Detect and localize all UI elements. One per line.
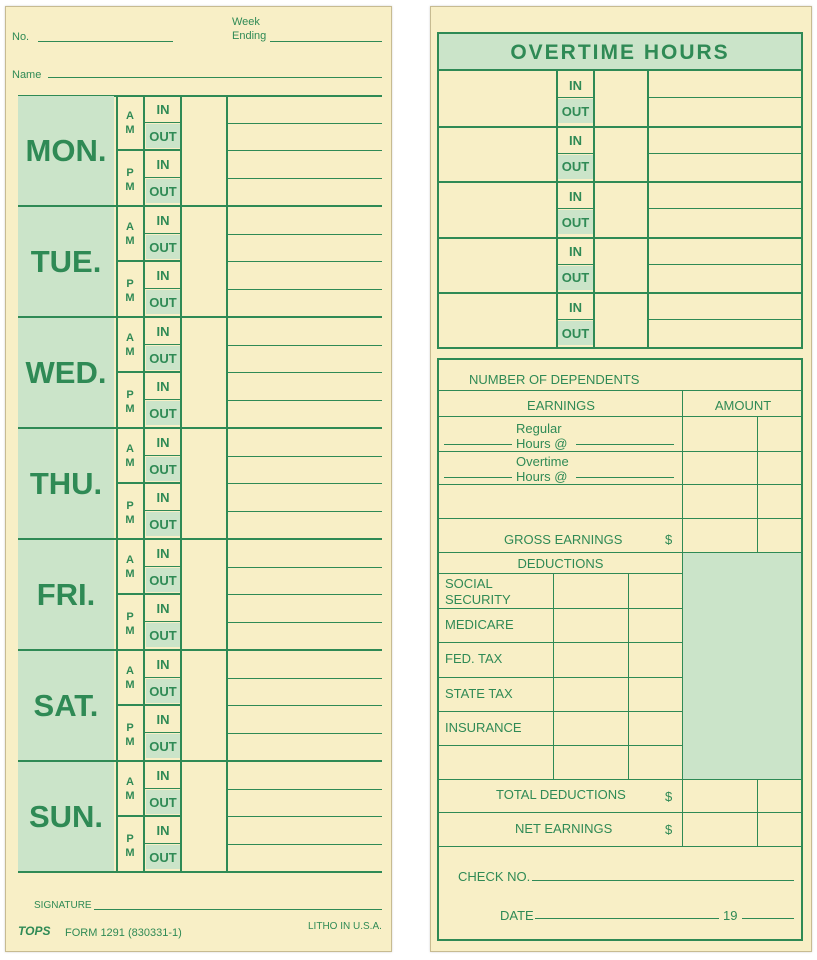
overtime-entry-line[interactable] — [649, 153, 801, 154]
out-label: OUT — [146, 346, 180, 370]
overtime-entry-line[interactable] — [649, 97, 801, 98]
week-ending-field[interactable] — [270, 41, 382, 42]
time-entry-line[interactable] — [228, 844, 382, 845]
out-label: OUT — [146, 790, 180, 814]
day-label: WED. — [18, 318, 114, 427]
day-label: SAT. — [18, 651, 114, 760]
date-label: DATE — [500, 908, 534, 923]
pm-marker: P M — [125, 722, 135, 748]
time-entry-line[interactable] — [228, 705, 382, 706]
rule — [557, 264, 594, 265]
in-label: IN — [569, 77, 582, 93]
rule — [557, 153, 594, 154]
pm-marker: P M — [125, 389, 135, 415]
week-label: Week — [232, 16, 260, 28]
rule — [437, 181, 803, 183]
name-label: Name — [12, 69, 42, 81]
rule — [145, 732, 181, 733]
overtime-section — [437, 32, 803, 349]
time-entry-line[interactable] — [228, 178, 382, 179]
overtime-entry-line[interactable] — [649, 319, 801, 320]
in-label: IN — [156, 101, 170, 117]
payroll-card — [430, 6, 812, 952]
rule — [437, 292, 803, 294]
am-marker: A M — [125, 776, 135, 802]
rule — [145, 344, 181, 345]
rule — [117, 149, 181, 151]
rule — [682, 391, 683, 552]
time-card — [5, 6, 392, 952]
in-label: IN — [156, 656, 170, 672]
rule — [145, 510, 181, 511]
in-label: IN — [156, 711, 170, 727]
check-number-label: CHECK NO. — [458, 869, 531, 884]
day-label: FRI. — [18, 540, 114, 649]
overtime-title: OVERTIME HOURS — [510, 41, 730, 64]
in-label: IN — [156, 545, 170, 561]
rule — [439, 745, 682, 746]
am-marker: A M — [125, 554, 135, 580]
rule — [437, 126, 803, 128]
day-label: SUN. — [18, 762, 114, 871]
in-label: IN — [156, 767, 170, 783]
regular-hours-field[interactable] — [444, 444, 512, 445]
number-field[interactable] — [38, 41, 173, 42]
tops-logo: TOPS — [18, 924, 51, 938]
rule — [557, 97, 594, 98]
rule — [557, 319, 594, 320]
time-entry-line[interactable] — [228, 123, 382, 124]
deductions-header: DEDUCTIONS — [517, 556, 604, 571]
rule — [145, 288, 181, 289]
rule — [117, 260, 181, 262]
rule — [682, 780, 683, 846]
rule — [145, 455, 181, 456]
in-label: IN — [156, 212, 170, 228]
time-entry-line[interactable] — [228, 622, 382, 623]
am-marker: A M — [125, 665, 135, 691]
rule — [439, 779, 801, 780]
out-label: OUT — [146, 179, 180, 203]
pm-marker: P M — [125, 500, 135, 526]
signature-field[interactable] — [94, 909, 382, 910]
out-label: OUT — [558, 155, 593, 179]
am-marker: A M — [125, 443, 135, 469]
out-label: OUT — [146, 401, 180, 425]
rule — [145, 843, 181, 844]
pm-marker: P M — [125, 167, 135, 193]
year-field[interactable] — [742, 918, 794, 919]
pm-marker: P M — [125, 833, 135, 859]
rule — [757, 780, 758, 846]
in-label: IN — [156, 267, 170, 283]
pm-marker: P M — [125, 278, 135, 304]
out-label: OUT — [558, 321, 593, 345]
rule — [682, 553, 683, 779]
out-label: OUT — [146, 679, 180, 703]
rule — [117, 815, 181, 817]
rule — [439, 484, 801, 485]
overtime-entry-line[interactable] — [649, 264, 801, 265]
in-label: IN — [156, 434, 170, 450]
litho-text: LITHO IN U.S.A. — [308, 921, 382, 932]
out-label: OUT — [146, 457, 180, 481]
time-entry-line[interactable] — [228, 372, 382, 373]
rule — [437, 237, 803, 239]
time-entry-line[interactable] — [228, 400, 382, 401]
out-label: OUT — [146, 623, 180, 647]
out-label: OUT — [558, 210, 593, 234]
time-entry-line[interactable] — [228, 289, 382, 290]
name-field[interactable] — [48, 77, 382, 78]
rule — [439, 677, 682, 678]
rule — [439, 812, 801, 813]
time-entry-line[interactable] — [228, 594, 382, 595]
check-number-field[interactable] — [532, 880, 794, 881]
time-entry-line[interactable] — [228, 261, 382, 262]
time-entry-line[interactable] — [228, 456, 382, 457]
overtime-header-rule — [437, 69, 803, 71]
rule — [439, 390, 801, 391]
deduction-label: FED. TAX — [445, 651, 503, 667]
rule — [145, 621, 181, 622]
signature-label: SIGNATURE — [34, 900, 92, 911]
rule — [145, 122, 181, 123]
am-marker: A M — [125, 110, 135, 136]
regular-label: Regular — [516, 421, 562, 436]
in-label: IN — [156, 822, 170, 838]
am-marker: A M — [125, 221, 135, 247]
deduction-label: MEDICARE — [445, 617, 514, 633]
overtime-rate-field[interactable] — [576, 477, 674, 478]
overtime-hours-label: Hours @ — [516, 469, 568, 484]
out-label: OUT — [146, 512, 180, 536]
rule — [145, 399, 181, 400]
rule — [439, 711, 682, 712]
shaded-block — [683, 553, 801, 779]
rule — [117, 482, 181, 484]
rule — [145, 788, 181, 789]
pm-marker: P M — [125, 611, 135, 637]
overtime-hours-field[interactable] — [444, 477, 512, 478]
in-label: IN — [156, 156, 170, 172]
time-entry-line[interactable] — [228, 234, 382, 235]
rule — [439, 573, 682, 574]
year-prefix: 19 — [723, 908, 738, 923]
date-field[interactable] — [535, 918, 719, 919]
rule — [145, 177, 181, 178]
am-marker: A M — [125, 332, 135, 358]
rule — [145, 233, 181, 234]
deduction-label: INSURANCE — [445, 719, 522, 735]
time-entry-line[interactable] — [228, 567, 382, 568]
net-earnings-dollar-sign: $ — [665, 822, 673, 837]
regular-rate-field[interactable] — [576, 444, 674, 445]
time-entry-line[interactable] — [228, 483, 382, 484]
time-entry-line[interactable] — [228, 789, 382, 790]
time-entry-line[interactable] — [228, 345, 382, 346]
rule — [439, 416, 801, 417]
total-deductions-dollar-sign: $ — [665, 789, 673, 804]
in-label: IN — [156, 489, 170, 505]
out-label: OUT — [146, 734, 180, 758]
ending-label: Ending — [232, 30, 267, 42]
in-label: IN — [569, 244, 582, 260]
rule — [557, 208, 594, 209]
rule — [117, 371, 181, 373]
rule — [439, 451, 801, 452]
in-label: IN — [569, 188, 582, 204]
rule — [439, 518, 801, 519]
day-label: TUE. — [18, 207, 114, 316]
out-label: OUT — [558, 99, 593, 123]
time-entry-line[interactable] — [228, 150, 382, 151]
time-entry-line[interactable] — [228, 678, 382, 679]
in-label: IN — [156, 323, 170, 339]
rule — [117, 704, 181, 706]
day-label: MON. — [18, 96, 114, 205]
total-deductions-label: TOTAL DEDUCTIONS — [496, 787, 626, 802]
rule — [117, 593, 181, 595]
rule — [439, 608, 682, 609]
out-label: OUT — [146, 845, 180, 869]
in-label: IN — [569, 299, 582, 315]
form-number: FORM 1291 (830331-1) — [65, 927, 182, 939]
out-label: OUT — [146, 290, 180, 314]
rule — [439, 642, 682, 643]
deduction-label: SOCIAL SECURITY — [445, 576, 511, 607]
in-label: IN — [156, 378, 170, 394]
overtime-label: Overtime — [516, 454, 569, 469]
amount-header: AMOUNT — [714, 398, 772, 413]
rule — [145, 566, 181, 567]
day-label: THU. — [18, 429, 114, 538]
overtime-entry-line[interactable] — [649, 208, 801, 209]
out-label: OUT — [146, 124, 180, 148]
rule — [145, 677, 181, 678]
out-label: OUT — [146, 568, 180, 592]
gross-dollar-sign: $ — [665, 532, 673, 547]
in-label: IN — [569, 133, 582, 149]
time-entry-line[interactable] — [228, 733, 382, 734]
number-label: No. — [12, 31, 30, 43]
out-label: OUT — [146, 235, 180, 259]
regular-hours-label: Hours @ — [516, 436, 568, 451]
dependents-label: NUMBER OF DEPENDENTS — [469, 372, 640, 387]
time-entry-line[interactable] — [228, 511, 382, 512]
rule — [439, 846, 801, 847]
rule — [18, 871, 382, 873]
in-label: IN — [156, 600, 170, 616]
net-earnings-label: NET EARNINGS — [515, 821, 613, 836]
time-entry-line[interactable] — [228, 816, 382, 817]
deduction-label: STATE TAX — [445, 685, 513, 701]
out-label: OUT — [558, 266, 593, 290]
gross-earnings-label: GROSS EARNINGS — [504, 532, 623, 547]
earnings-header: EARNINGS — [527, 398, 595, 413]
